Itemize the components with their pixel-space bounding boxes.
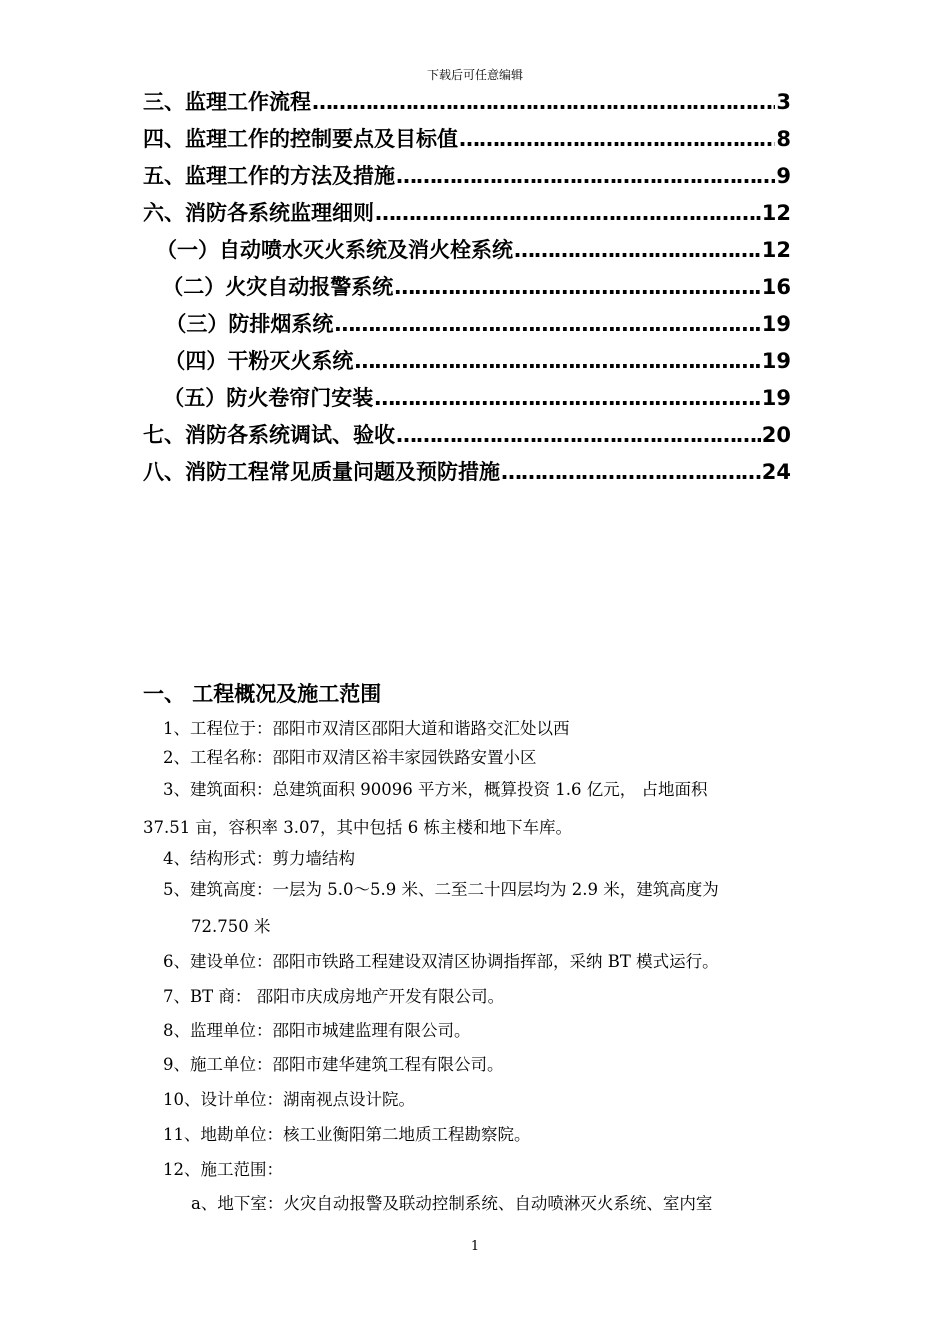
toc-entry-page: 24	[761, 460, 791, 484]
toc-entry[interactable]	[143, 160, 791, 190]
toc-entry-number: （二）	[162, 275, 226, 299]
toc-entry[interactable]	[143, 456, 791, 486]
body-line: 2、工程名称：邵阳市双清区裕丰家园铁路安置小区	[163, 748, 537, 767]
toc-leader-dots	[459, 127, 775, 151]
toc-leader-dots	[501, 460, 761, 484]
toc-entry[interactable]	[143, 345, 791, 375]
toc-leader-dots	[312, 90, 775, 114]
toc-entry[interactable]	[143, 123, 791, 153]
toc-entry[interactable]	[143, 419, 791, 449]
body-line: 72.750 米	[191, 917, 271, 936]
body-line: 6、建设单位：邵阳市铁路工程建设双清区协调指挥部，采纳 BT 模式运行。	[163, 952, 719, 971]
toc-entry[interactable]	[143, 197, 791, 227]
toc-entry-page: 20	[761, 423, 791, 447]
toc-entry[interactable]	[143, 271, 791, 301]
body-line: 9、施工单位：邵阳市建华建筑工程有限公司。	[163, 1055, 504, 1074]
toc-entry-page: 9	[776, 164, 791, 188]
toc-leader-dots	[396, 164, 775, 188]
toc-entry-number: （一）	[155, 238, 219, 262]
toc-entry-label: 六、消防各系统监理细则	[143, 201, 374, 225]
toc-entry-label: 防火卷帘门安装	[226, 386, 374, 410]
toc-entry[interactable]	[143, 86, 791, 116]
toc-entry-page: 12	[761, 238, 791, 262]
body-line: 12、施工范围：	[163, 1160, 283, 1179]
page-header: 下载后可任意编辑	[426, 68, 523, 82]
body-line: a、地下室：火灾自动报警及联动控制系统、自动喷淋灭火系统、室内室	[191, 1194, 713, 1213]
toc-entry-label: 自动喷水灭火系统及消火栓系统	[218, 238, 513, 262]
toc-entry-number: （三）	[165, 312, 229, 336]
toc-leader-dots	[374, 386, 760, 410]
toc-entry[interactable]	[143, 234, 791, 264]
toc-entry-page: 19	[761, 312, 791, 336]
toc-entry-number: （四）	[164, 349, 228, 373]
section-title: 一、 工程概况及施工范围	[143, 681, 382, 706]
body-line: 1、工程位于：邵阳市双清区邵阳大道和谐路交汇处以西	[163, 719, 570, 738]
body-line: 5、建筑高度：一层为 5.0～5.9 米、二至二十四层均为 2.9 米，建筑高度为	[163, 880, 719, 899]
body-line: 37.51 亩，容积率 3.07，其中包括 6 栋主楼和地下车库。	[143, 818, 572, 837]
toc-entry-label: 火灾自动报警系统	[225, 275, 394, 299]
toc-entry-label: 八、消防工程常见质量问题及预防措施	[143, 460, 500, 484]
toc-entry-page: 19	[761, 386, 791, 410]
toc-leader-dots	[334, 312, 760, 336]
toc-entry-number: （五）	[163, 386, 227, 410]
body-line: 11、地勘单位：核工业衡阳第二地质工程勘察院。	[163, 1125, 531, 1144]
toc-leader-dots	[394, 275, 761, 299]
body-line: 8、监理单位：邵阳市城建监理有限公司。	[163, 1021, 471, 1040]
toc-entry-page: 12	[761, 201, 791, 225]
toc-entry-page: 16	[761, 275, 791, 299]
toc-entry-label: 防排烟系统	[228, 312, 334, 336]
page-number: 1	[470, 1239, 480, 1254]
toc-entry[interactable]	[143, 308, 791, 338]
toc-entry[interactable]	[143, 382, 791, 412]
toc-entry-page: 3	[776, 90, 791, 114]
toc-entry-page: 8	[776, 127, 791, 151]
toc-leader-dots	[514, 238, 761, 262]
toc-entry-label: 三、监理工作流程	[143, 90, 311, 114]
body-line: 7、BT 商： 邵阳市庆成房地产开发有限公司。	[163, 987, 505, 1006]
body-line: 4、结构形式：剪力墙结构	[163, 849, 355, 868]
toc-leader-dots	[396, 423, 761, 447]
toc-leader-dots	[354, 349, 760, 373]
toc-entry-label: 五、监理工作的方法及措施	[143, 164, 395, 188]
toc-leader-dots	[375, 201, 761, 225]
toc-entry-label: 四、监理工作的控制要点及目标值	[143, 127, 458, 151]
body-line: 3、建筑面积：总建筑面积 90096 平方米，概算投资 1.6 亿元， 占地面积	[163, 780, 708, 799]
toc-entry-label: 七、消防各系统调试、验收	[143, 423, 395, 447]
toc-entry-page: 19	[761, 349, 791, 373]
toc-entry-label: 干粉灭火系统	[227, 349, 354, 373]
body-line: 10、设计单位：湖南视点设计院。	[163, 1090, 415, 1109]
